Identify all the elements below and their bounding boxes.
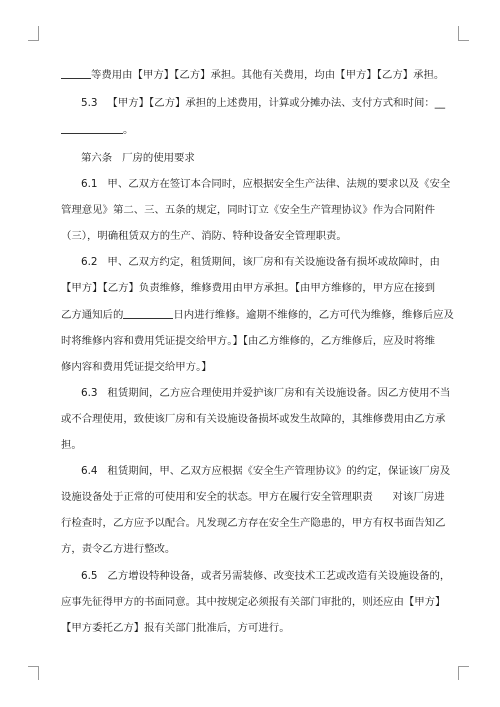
text-line: 等费用由【甲方】【乙方】承担。其他有关费用，均由【甲方】【乙方】承担。 xyxy=(61,68,461,82)
text-line: 5.3 【甲方】【乙方】承担的上述费用，计算或分摊办法、支付方式和时间：__ xyxy=(81,97,446,109)
text-line: 【甲方委托乙方】报有关部门批准后，方可进行。 xyxy=(61,622,290,634)
text-line: 时将维修内容和费用凭证提交给甲方。】【由乙方维修的，乙方维修后，应及时将维 xyxy=(61,335,436,347)
text-line: （三），明确租赁双方的生产、消防、特种设备安全管理职责。 xyxy=(61,230,347,242)
text-line: 6.5 乙方增设特种设备，或者另需装修、改变技术工艺或改造有关设施设备的， xyxy=(81,570,451,582)
text-line: 【甲方】【乙方】负责维修，维修费用由甲方承担。【由甲方维修的，甲方应在接到 xyxy=(61,282,436,294)
text-line: 或不合理使用，致使该厂房和有关设施设备损坏或发生故障的，其维修费用由乙方承 xyxy=(61,413,446,425)
text-line: 6.4 租赁期间，甲、乙双方应根据《安全生产管理协议》的约定，保证该厂房及 xyxy=(81,465,451,477)
text-line: 6.2 甲、乙双方约定，租赁期间，该厂房和有关设施设备有损坏或故障时，由 xyxy=(81,256,440,268)
text-line: 6.1 甲、乙双方在签订本合同时，应根据安全生产法律、法规的要求以及《安全 xyxy=(81,178,451,190)
text-line: 担。 xyxy=(61,439,82,451)
fill-blank xyxy=(123,308,173,319)
text-line: 应事先征得甲方的书面同意。其中按规定必须报有关部门审批的，则还应由【甲方】 xyxy=(61,596,446,608)
text-line: 设施设备处于正常的可使用和安全的状态。甲方在履行安全管理职责 对该厂房进 xyxy=(61,491,445,503)
text-line: 6.3 租赁期间，乙方应合理使用并爱护该厂房和有关设施设备。因乙方使用不当 xyxy=(81,387,451,399)
text-line: 。 xyxy=(61,123,461,137)
section-heading: 第六条 厂房的使用要求 xyxy=(81,152,195,164)
fill-blank xyxy=(61,123,123,134)
text-line: 修内容和费用凭证提交给甲方。】 xyxy=(61,361,212,373)
text-line: 管理意见》第二、三、五条的规定，同时订立《安全生产管理协议》作为合同附件 xyxy=(61,204,436,216)
text-line: 方，责令乙方进行整改。 xyxy=(61,543,176,555)
text-line: 行检查时，乙方应予以配合。凡发现乙方存在安全生产隐患的，甲方有权书面告知乙 xyxy=(61,517,446,529)
fill-blank xyxy=(61,68,91,79)
text-line: 乙方通知后的 日内进行维修。逾期不维修的，乙方可代为维修，维修后应及 xyxy=(61,309,454,321)
